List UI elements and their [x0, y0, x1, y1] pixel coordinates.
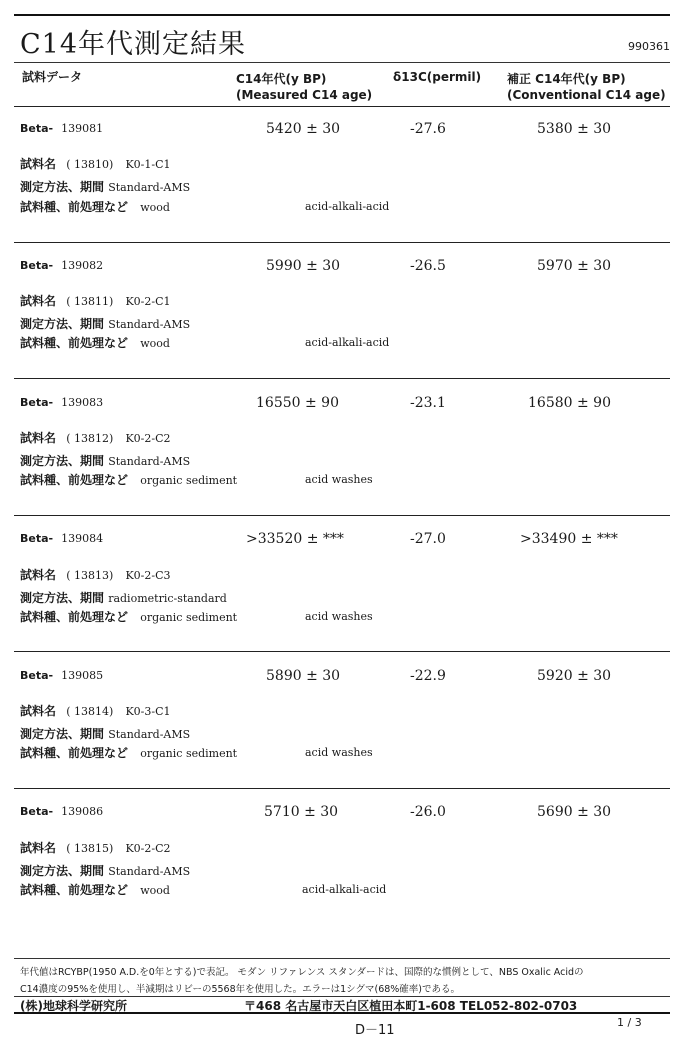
material-text: 試料種、前処理など — [20, 336, 129, 350]
pretreatment-value: acid-alkali-acid — [305, 200, 390, 213]
page-title: C14年代測定結果 — [20, 29, 247, 60]
material-label — [20, 744, 237, 761]
material-label — [20, 198, 170, 215]
beta-number: 139082 — [61, 259, 104, 272]
sample-code: K0-2-C3 — [125, 569, 171, 582]
document-id: 990361 — [628, 40, 670, 53]
sample-name-label — [20, 566, 171, 583]
material-value: wood — [140, 884, 170, 897]
measured-age: 5420 ± 30 — [266, 121, 341, 137]
beta-prefix: Beta- — [20, 122, 54, 135]
pretreatment-value: acid-alkali-acid — [305, 336, 390, 349]
header-measured-line1: C14年代(y BP) — [236, 72, 327, 86]
method-label — [20, 589, 227, 606]
method-text: 測定方法、期間 — [20, 864, 105, 878]
material-value: wood — [140, 201, 170, 214]
method-label — [20, 452, 190, 469]
measured-age: 5710 ± 30 — [264, 804, 339, 820]
beta-prefix: Beta- — [20, 396, 54, 409]
beta-number: 139085 — [61, 669, 104, 682]
method-text: 測定方法、期間 — [20, 591, 105, 605]
sample-name-label — [20, 839, 171, 856]
method-label — [20, 315, 190, 332]
measured-age: 5990 ± 30 — [266, 258, 341, 274]
material-label — [20, 608, 237, 625]
delta13c-value: -22.9 — [410, 668, 446, 684]
method-text: 測定方法、期間 — [20, 180, 105, 194]
method-text: 測定方法、期間 — [20, 454, 105, 468]
sample-name-text: 試料名 — [20, 431, 57, 445]
delta13c-value: -26.5 — [410, 258, 446, 274]
company-address: 〒468 名古屋市天白区植田本町1-608 TEL052-802-0703 — [244, 999, 578, 1013]
section-divider — [14, 378, 670, 379]
header-delta13c: δ13C(permil) — [393, 70, 482, 84]
method-value: Standard-AMS — [108, 728, 191, 741]
material-value: organic sediment — [140, 611, 238, 624]
method-value: Standard-AMS — [108, 865, 191, 878]
measured-age: 5890 ± 30 — [266, 668, 341, 684]
header-measured-line2: (Measured C14 age) — [236, 88, 373, 102]
pretreatment-value: acid-alkali-acid — [302, 883, 387, 896]
beta-number: 139081 — [61, 122, 104, 135]
sample-name-text: 試料名 — [20, 294, 57, 308]
beta-prefix: Beta- — [20, 669, 54, 682]
sample-number: ( 13811) — [66, 295, 114, 308]
method-value: Standard-AMS — [108, 455, 191, 468]
footnote-rule — [14, 958, 670, 959]
method-label — [20, 862, 190, 879]
title-rule — [14, 62, 670, 63]
section-divider — [14, 515, 670, 516]
header-conventional-line2: (Conventional C14 age) — [507, 88, 666, 102]
sample-number: ( 13815) — [66, 842, 114, 855]
delta13c-value: -23.1 — [410, 395, 446, 411]
beta-number: 139084 — [61, 532, 104, 545]
sample-number: ( 13814) — [66, 705, 114, 718]
conventional-age: 5920 ± 30 — [537, 668, 612, 684]
sample-name-text: 試料名 — [20, 568, 57, 582]
conventional-age: >33490 ± *** — [520, 531, 618, 547]
sample-code: K0-3-C1 — [125, 705, 171, 718]
sample-name-text: 試料名 — [20, 157, 57, 171]
sample-code: K0-2-C1 — [125, 295, 171, 308]
conventional-age: 5970 ± 30 — [537, 258, 612, 274]
material-text: 試料種、前処理など — [20, 200, 129, 214]
sample-code: K0-2-C2 — [125, 842, 171, 855]
material-text: 試料種、前処理など — [20, 883, 129, 897]
sample-number: ( 13813) — [66, 569, 114, 582]
header-sample-data: 試料データ — [22, 70, 83, 84]
conventional-age: 16580 ± 90 — [528, 395, 611, 411]
sample-name-label — [20, 702, 171, 719]
method-value: radiometric-standard — [108, 592, 227, 605]
beta-label — [20, 122, 103, 135]
material-label — [20, 334, 170, 351]
section-divider — [14, 651, 670, 652]
sample-number: ( 13810) — [66, 158, 114, 171]
beta-prefix: Beta- — [20, 532, 54, 545]
footnote-line1: 年代値はRCYBP(1950 A.D.を0年とする)で表記。 モダン リファレンス スタンダードは、国際的な慣例として、NBS Oxalic Acidの — [20, 967, 584, 978]
beta-label — [20, 805, 103, 818]
material-label — [20, 471, 237, 488]
method-value: Standard-AMS — [108, 181, 191, 194]
header-conventional-line1: 補正 C14年代(y BP) — [507, 72, 626, 86]
sample-name-text: 試料名 — [20, 704, 57, 718]
beta-label — [20, 532, 103, 545]
material-text: 試料種、前処理など — [20, 746, 129, 760]
conventional-age: 5380 ± 30 — [537, 121, 612, 137]
material-text: 試料種、前処理など — [20, 610, 129, 624]
beta-number: 139086 — [61, 805, 104, 818]
material-value: organic sediment — [140, 474, 238, 487]
delta13c-value: -26.0 — [410, 804, 446, 820]
measured-age: 16550 ± 90 — [256, 395, 339, 411]
sample-number: ( 13812) — [66, 432, 114, 445]
method-label — [20, 178, 190, 195]
sample-name-label — [20, 429, 171, 446]
page-number: 1 / 3 — [617, 1016, 642, 1029]
delta13c-value: -27.0 — [410, 531, 446, 547]
section-divider — [14, 242, 670, 243]
sample-code: K0-2-C2 — [125, 432, 171, 445]
pretreatment-value: acid washes — [305, 473, 373, 486]
top-rule — [14, 14, 670, 16]
header-rule — [14, 106, 670, 107]
material-value: organic sediment — [140, 747, 238, 760]
beta-prefix: Beta- — [20, 805, 54, 818]
beta-label — [20, 396, 103, 409]
sample-code: K0-1-C1 — [125, 158, 171, 171]
section-divider — [14, 788, 670, 789]
page-label: D－11 — [355, 1023, 395, 1038]
method-text: 測定方法、期間 — [20, 727, 105, 741]
material-label — [20, 881, 170, 898]
method-value: Standard-AMS — [108, 318, 191, 331]
material-value: wood — [140, 337, 170, 350]
delta13c-value: -27.6 — [410, 121, 446, 137]
pretreatment-value: acid washes — [305, 746, 373, 759]
material-text: 試料種、前処理など — [20, 473, 129, 487]
method-label — [20, 725, 190, 742]
beta-label — [20, 259, 103, 272]
company-name: (株)地球科学研究所 — [20, 999, 127, 1013]
pretreatment-value: acid washes — [305, 610, 373, 623]
conventional-age: 5690 ± 30 — [537, 804, 612, 820]
sample-name-label — [20, 155, 171, 172]
footnote-line2: C14濃度の95%を使用し、半減期はリビーの5568年を使用した。エラーは1シグマ(68%確率)である。 — [20, 984, 461, 995]
beta-number: 139083 — [61, 396, 104, 409]
measured-age: >33520 ± *** — [246, 531, 344, 547]
beta-prefix: Beta- — [20, 259, 54, 272]
bottom-rule — [14, 1012, 670, 1014]
sample-name-label — [20, 292, 171, 309]
beta-label — [20, 669, 103, 682]
method-text: 測定方法、期間 — [20, 317, 105, 331]
sample-name-text: 試料名 — [20, 841, 57, 855]
